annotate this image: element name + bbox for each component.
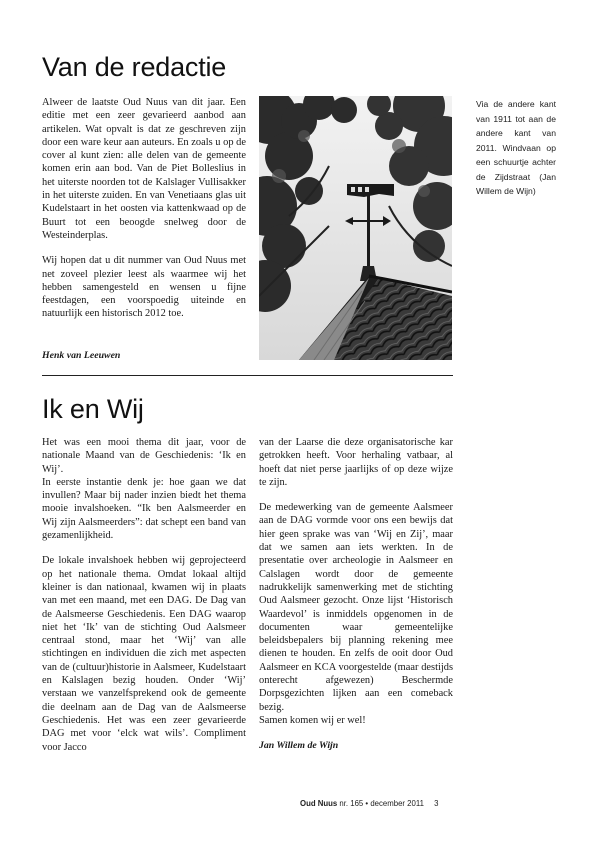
page-number: 3 — [434, 799, 439, 808]
article-column-right — [259, 436, 453, 753]
photo-caption: Via de andere kant van 1911 tot aan de andere kant van 2011. Windvaan op een schuurtje achter de Zijdstraat (Jan Willem de Wijn) — [476, 99, 556, 196]
page-footer — [300, 799, 460, 808]
editorial-signature: Henk van Leeuwen — [42, 350, 121, 361]
weathervane-photo — [259, 96, 452, 360]
section-divider — [42, 375, 453, 376]
article-paragraph: De medewerking van de gemeente Aalsmeer aan de DAG vormde voor ons een bewijs dat hier geen sprake was van ‘Wij en Zij’, maar dat we samen aan iets werkten. In de presentatie over archeologie in Aalsmeer en Calslagen wordt door de gemeente nadrukkelijk samenwerking met de stichting Oud Aalsmeer gezocht. Onze lijst ‘Historisch Waardevol’ is inmiddels opgenomen in de documenten waar gemeentelijke beleidsbepalers bij planning rekening mee dienen te houden. En zelfs de ooit door Oud Aalsmeer en KCA voorgestelde (maar destijds onterecht afgewezen) Beschermde Dorpsgezichten lijken aan een comeback bezig. Samen komen wij er wel! — [259, 502, 453, 726]
editorial-paragraph: Wij hopen dat u dit nummer van Oud Nuus met net zoveel plezier leest als waarmee wij het hebben samengesteld en wensen u fijne feestdagen, een voorspoedig uiteinde en natuurlijk een historisch 2012 toe. — [42, 255, 246, 320]
article-paragraph: De lokale invalshoek hebben wij geprojecteerd op het nationale thema. Omdat lokaal altijd kleiner is dan nationaal, kwamen wij in plaats van met een maand, met een DAG. De Dag van de Aalsmeerse Geschiedenis. Een DAG waarop niet het ‘Ik’ van de stichting Oud Aalsmeer centraal stond, maar het ‘Wij’ van alle stichtingen en individuen die zich met aspecten van de (cultuur)historie in Aalsmeer, Kudelstaart en Kalslagen bezig houden. Onder ‘Wij’ verstaan we vanzelfsprekend ook de gemeente die deelnam aan de Dag van de Aalsmeerse Geschiedenis. Het was een zeer gevarieerde DAG met voor ‘elck wat wils’. Compliment voor Jacco — [42, 555, 246, 753]
editorial-paragraph: Alweer de laatste Oud Nuus van dit jaar. Een editie met een zeer gevarieerd aanbod aan artikelen. Wat opvalt is dat ze geschreven zijn door een ware keur aan auteurs. En zoals u op de cover al kunt zien: alle delen van de gemeente komen erin aan bod. Van de Piet Bolleslius in het uiterste noorden tot de Kalslager Vullisakker in het uiterste zuiden. En van Venetiaans glas uit Kudelstaart in het oosten via kattenkwaad op de Buurt tot een beoogde snelweg door de Westeinderplas. — [42, 97, 246, 241]
article-paragraph: van der Laarse die deze organisatorische kar getrokken heeft. Voor herhaling vatbaar, al hoeft dat niet perse jaarlijks of op deze wijze te zijn. — [259, 437, 453, 488]
article-title: Ik en Wij — [42, 394, 144, 424]
article-paragraph: Het was een mooi thema dit jaar, voor de nationale Maand van de Geschiedenis: ‘Ik en Wij’. In eerste instantie denk je: hoe gaan we dat invullen? Maar bij nader inzien biedt het thema mooie invalshoeken. “Ik ben Aalsmeerder en Wij zijn Aalsmeerders”: dat schept een band van gezamenlijkheid. — [42, 437, 246, 542]
editorial-body — [42, 96, 246, 321]
publication-name: Oud Nuus — [300, 799, 338, 808]
editorial-title: Van de redactie — [42, 52, 227, 82]
article-signature: Jan Willem de Wijn — [259, 740, 339, 752]
article-column-left — [42, 436, 246, 754]
issue-info: nr. 165 • december 2011 — [339, 799, 424, 808]
